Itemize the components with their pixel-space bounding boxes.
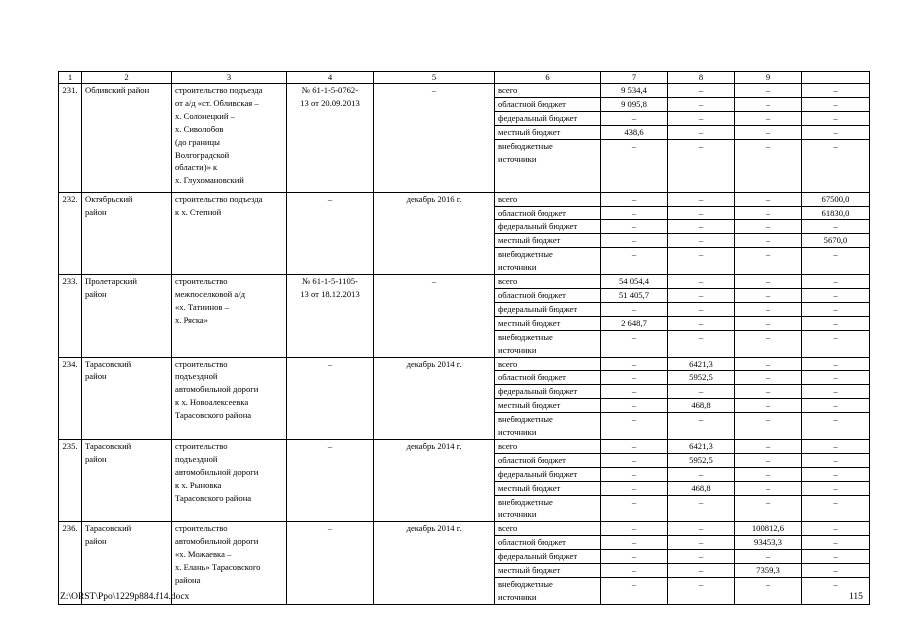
- amount-cell: –: [668, 536, 735, 550]
- amount-cell: 5670,0: [802, 234, 870, 248]
- district-cell: Октябрьский район: [82, 192, 172, 274]
- amount-cell: –: [735, 371, 802, 385]
- amount-cell: –: [735, 481, 802, 495]
- amount-cell: –: [668, 220, 735, 234]
- amount-cell: –: [735, 248, 802, 275]
- funding-source-cell: федеральный бюджет: [495, 220, 601, 234]
- funding-source-cell: всего: [495, 84, 601, 98]
- amount-cell: –: [601, 357, 668, 371]
- amount-cell: –: [735, 302, 802, 316]
- amount-cell: –: [601, 139, 668, 192]
- amount-cell: –: [735, 413, 802, 440]
- amount-cell: –: [601, 439, 668, 453]
- amount-cell: –: [601, 467, 668, 481]
- funding-source-cell: всего: [495, 357, 601, 371]
- table-row: [59, 357, 870, 371]
- amount-cell: 468,8: [668, 481, 735, 495]
- table-row: [59, 275, 870, 289]
- document-cell: –: [287, 522, 374, 604]
- funding-source-cell: местный бюджет: [495, 564, 601, 578]
- deadline-cell: декабрь 2014 г.: [374, 357, 495, 439]
- row-number: 233.: [59, 275, 82, 357]
- funding-source-cell: внебюджетные источники: [495, 248, 601, 275]
- amount-cell: 61830,0: [802, 206, 870, 220]
- column-number: 6: [495, 72, 601, 84]
- district-cell: Тарасовский район: [82, 439, 172, 521]
- amount-cell: 6421,3: [668, 357, 735, 371]
- amount-cell: –: [735, 316, 802, 330]
- funding-source-cell: федеральный бюджет: [495, 467, 601, 481]
- amount-cell: 9 534,4: [601, 84, 668, 98]
- amount-cell: –: [601, 453, 668, 467]
- amount-cell: –: [668, 385, 735, 399]
- column-number: 2: [82, 72, 172, 84]
- amount-cell: –: [735, 220, 802, 234]
- amount-cell: –: [735, 84, 802, 98]
- funding-source-cell: всего: [495, 522, 601, 536]
- document-path: Z:\ORST\Ppo\1229p884.f14.docx: [60, 592, 190, 602]
- amount-cell: 438,6: [601, 125, 668, 139]
- amount-cell: –: [601, 220, 668, 234]
- funding-source-cell: областной бюджет: [495, 97, 601, 111]
- work-description-cell: строительство подъездной автомобильной дороги к х. Рыновка Тарасовского района: [172, 439, 287, 521]
- amount-cell: –: [735, 550, 802, 564]
- amount-cell: –: [668, 206, 735, 220]
- amount-cell: 5952,5: [668, 371, 735, 385]
- amount-cell: –: [735, 385, 802, 399]
- funding-source-cell: местный бюджет: [495, 481, 601, 495]
- amount-cell: –: [735, 330, 802, 357]
- amount-cell: –: [668, 564, 735, 578]
- amount-cell: –: [802, 550, 870, 564]
- amount-cell: –: [601, 192, 668, 206]
- amount-cell: –: [735, 357, 802, 371]
- amount-cell: –: [735, 275, 802, 289]
- amount-cell: –: [735, 467, 802, 481]
- amount-cell: –: [668, 248, 735, 275]
- column-number-row: [59, 72, 870, 84]
- amount-cell: –: [668, 84, 735, 98]
- amount-cell: –: [668, 522, 735, 536]
- row-number: 232.: [59, 192, 82, 274]
- deadline-cell: декабрь 2014 г.: [374, 522, 495, 604]
- funding-source-cell: местный бюджет: [495, 399, 601, 413]
- funding-source-cell: местный бюджет: [495, 234, 601, 248]
- table-row: [59, 192, 870, 206]
- work-description-cell: строительство подъезда от а/д «ст. Обливская – х. Солонецкий – х. Сиволобов (до границы Волгоградской области)» к х. Глухомановский: [172, 84, 287, 193]
- column-number: 5: [374, 72, 495, 84]
- amount-cell: –: [668, 550, 735, 564]
- document-cell: № 61-1-5-0762- 13 от 20.09.2013: [287, 84, 374, 193]
- amount-cell: –: [601, 385, 668, 399]
- funding-source-cell: областной бюджет: [495, 371, 601, 385]
- amount-cell: –: [802, 330, 870, 357]
- amount-cell: –: [601, 234, 668, 248]
- funding-source-cell: федеральный бюджет: [495, 302, 601, 316]
- document-cell: –: [287, 357, 374, 439]
- funding-source-cell: внебюджетные источники: [495, 413, 601, 440]
- amount-cell: –: [601, 536, 668, 550]
- amount-cell: –: [802, 139, 870, 192]
- amount-cell: –: [601, 371, 668, 385]
- table-row: [59, 84, 870, 98]
- funding-source-cell: федеральный бюджет: [495, 385, 601, 399]
- district-cell: Тарасовский район: [82, 522, 172, 604]
- amount-cell: –: [601, 495, 668, 522]
- funding-source-cell: областной бюджет: [495, 453, 601, 467]
- column-number: 4: [287, 72, 374, 84]
- amount-cell: 6421,3: [668, 439, 735, 453]
- document-cell: –: [287, 192, 374, 274]
- work-description-cell: строительство межпоселковой а/д «х. Татнинов – х. Ряска»: [172, 275, 287, 357]
- amount-cell: –: [735, 399, 802, 413]
- amount-cell: –: [802, 453, 870, 467]
- amount-cell: –: [802, 385, 870, 399]
- amount-cell: –: [802, 275, 870, 289]
- table-row: [59, 439, 870, 453]
- document-cell: –: [287, 439, 374, 521]
- amount-cell: –: [668, 316, 735, 330]
- page-number: 115: [849, 592, 863, 602]
- amount-cell: –: [601, 111, 668, 125]
- amount-cell: 7359,3: [735, 564, 802, 578]
- column-number: 1: [59, 72, 82, 84]
- amount-cell: –: [668, 234, 735, 248]
- column-number: 9: [735, 72, 802, 84]
- amount-cell: –: [601, 206, 668, 220]
- amount-cell: –: [802, 248, 870, 275]
- amount-cell: 51 405,7: [601, 288, 668, 302]
- row-number: 234.: [59, 357, 82, 439]
- amount-cell: –: [735, 111, 802, 125]
- amount-cell: –: [802, 467, 870, 481]
- funding-source-cell: местный бюджет: [495, 125, 601, 139]
- district-cell: Обливский район: [82, 84, 172, 193]
- amount-cell: –: [668, 125, 735, 139]
- column-number: [802, 72, 870, 84]
- amount-cell: –: [735, 495, 802, 522]
- amount-cell: –: [802, 564, 870, 578]
- amount-cell: –: [802, 288, 870, 302]
- amount-cell: –: [735, 97, 802, 111]
- amount-cell: –: [668, 288, 735, 302]
- amount-cell: –: [802, 316, 870, 330]
- funding-source-cell: внебюджетные источники: [495, 578, 601, 605]
- deadline-cell: декабрь 2014 г.: [374, 439, 495, 521]
- amount-cell: –: [735, 439, 802, 453]
- column-number: 7: [601, 72, 668, 84]
- deadline-cell: декабрь 2016 г.: [374, 192, 495, 274]
- district-cell: Пролетарский район: [82, 275, 172, 357]
- amount-cell: –: [601, 302, 668, 316]
- column-number: 3: [172, 72, 287, 84]
- district-cell: Тарасовский район: [82, 357, 172, 439]
- row-number: 231.: [59, 84, 82, 193]
- funding-source-cell: областной бюджет: [495, 288, 601, 302]
- table-row: [59, 522, 870, 536]
- amount-cell: –: [802, 357, 870, 371]
- amount-cell: –: [601, 330, 668, 357]
- deadline-cell: –: [374, 84, 495, 193]
- amount-cell: –: [802, 495, 870, 522]
- funding-source-cell: всего: [495, 275, 601, 289]
- amount-cell: 93453,3: [735, 536, 802, 550]
- amount-cell: –: [802, 399, 870, 413]
- amount-cell: –: [601, 522, 668, 536]
- amount-cell: 100812,6: [735, 522, 802, 536]
- amount-cell: –: [601, 248, 668, 275]
- amount-cell: –: [601, 413, 668, 440]
- amount-cell: –: [668, 97, 735, 111]
- amount-cell: 2 648,7: [601, 316, 668, 330]
- funding-source-cell: всего: [495, 192, 601, 206]
- amount-cell: –: [668, 578, 735, 605]
- column-number: 8: [668, 72, 735, 84]
- amount-cell: –: [601, 550, 668, 564]
- amount-cell: –: [735, 139, 802, 192]
- amount-cell: –: [735, 125, 802, 139]
- work-description-cell: строительство автомобильной дороги «х. Можаевка – х. Елань» Тарасовского района: [172, 522, 287, 604]
- amount-cell: –: [668, 302, 735, 316]
- amount-cell: 67500,0: [802, 192, 870, 206]
- amount-cell: –: [802, 111, 870, 125]
- amount-cell: –: [601, 399, 668, 413]
- funding-source-cell: всего: [495, 439, 601, 453]
- amount-cell: 5952,5: [668, 453, 735, 467]
- amount-cell: –: [601, 481, 668, 495]
- amount-cell: –: [735, 453, 802, 467]
- amount-cell: –: [802, 125, 870, 139]
- work-description-cell: строительство подъездной автомобильной дороги к х. Новоалексеевка Тарасовского района: [172, 357, 287, 439]
- amount-cell: 468,8: [668, 399, 735, 413]
- table-body: [59, 84, 870, 605]
- row-number: 235.: [59, 439, 82, 521]
- amount-cell: –: [802, 481, 870, 495]
- amount-cell: –: [735, 288, 802, 302]
- row-number: 236.: [59, 522, 82, 604]
- amount-cell: –: [735, 578, 802, 605]
- work-description-cell: строительство подъезда к х. Степной: [172, 192, 287, 274]
- amount-cell: –: [668, 275, 735, 289]
- amount-cell: –: [601, 578, 668, 605]
- amount-cell: –: [668, 192, 735, 206]
- amount-cell: –: [735, 206, 802, 220]
- budget-table: [58, 71, 870, 605]
- amount-cell: –: [802, 84, 870, 98]
- funding-source-cell: внебюджетные источники: [495, 495, 601, 522]
- amount-cell: –: [668, 413, 735, 440]
- amount-cell: –: [802, 439, 870, 453]
- amount-cell: –: [802, 413, 870, 440]
- funding-source-cell: областной бюджет: [495, 206, 601, 220]
- amount-cell: –: [735, 234, 802, 248]
- amount-cell: –: [668, 139, 735, 192]
- amount-cell: –: [802, 220, 870, 234]
- amount-cell: –: [802, 97, 870, 111]
- amount-cell: –: [802, 522, 870, 536]
- amount-cell: –: [668, 495, 735, 522]
- funding-source-cell: областной бюджет: [495, 536, 601, 550]
- amount-cell: –: [802, 302, 870, 316]
- document-cell: № 61-1-5-1105- 13 от 18.12.2013: [287, 275, 374, 357]
- amount-cell: –: [802, 371, 870, 385]
- amount-cell: –: [601, 564, 668, 578]
- funding-source-cell: внебюджетные источники: [495, 330, 601, 357]
- amount-cell: –: [668, 111, 735, 125]
- amount-cell: –: [802, 578, 870, 605]
- amount-cell: 9 095,8: [601, 97, 668, 111]
- amount-cell: –: [735, 192, 802, 206]
- funding-source-cell: федеральный бюджет: [495, 550, 601, 564]
- amount-cell: –: [802, 536, 870, 550]
- funding-source-cell: федеральный бюджет: [495, 111, 601, 125]
- deadline-cell: –: [374, 275, 495, 357]
- amount-cell: –: [668, 330, 735, 357]
- amount-cell: –: [668, 467, 735, 481]
- funding-source-cell: местный бюджет: [495, 316, 601, 330]
- amount-cell: 54 054,4: [601, 275, 668, 289]
- funding-source-cell: внебюджетные источники: [495, 139, 601, 192]
